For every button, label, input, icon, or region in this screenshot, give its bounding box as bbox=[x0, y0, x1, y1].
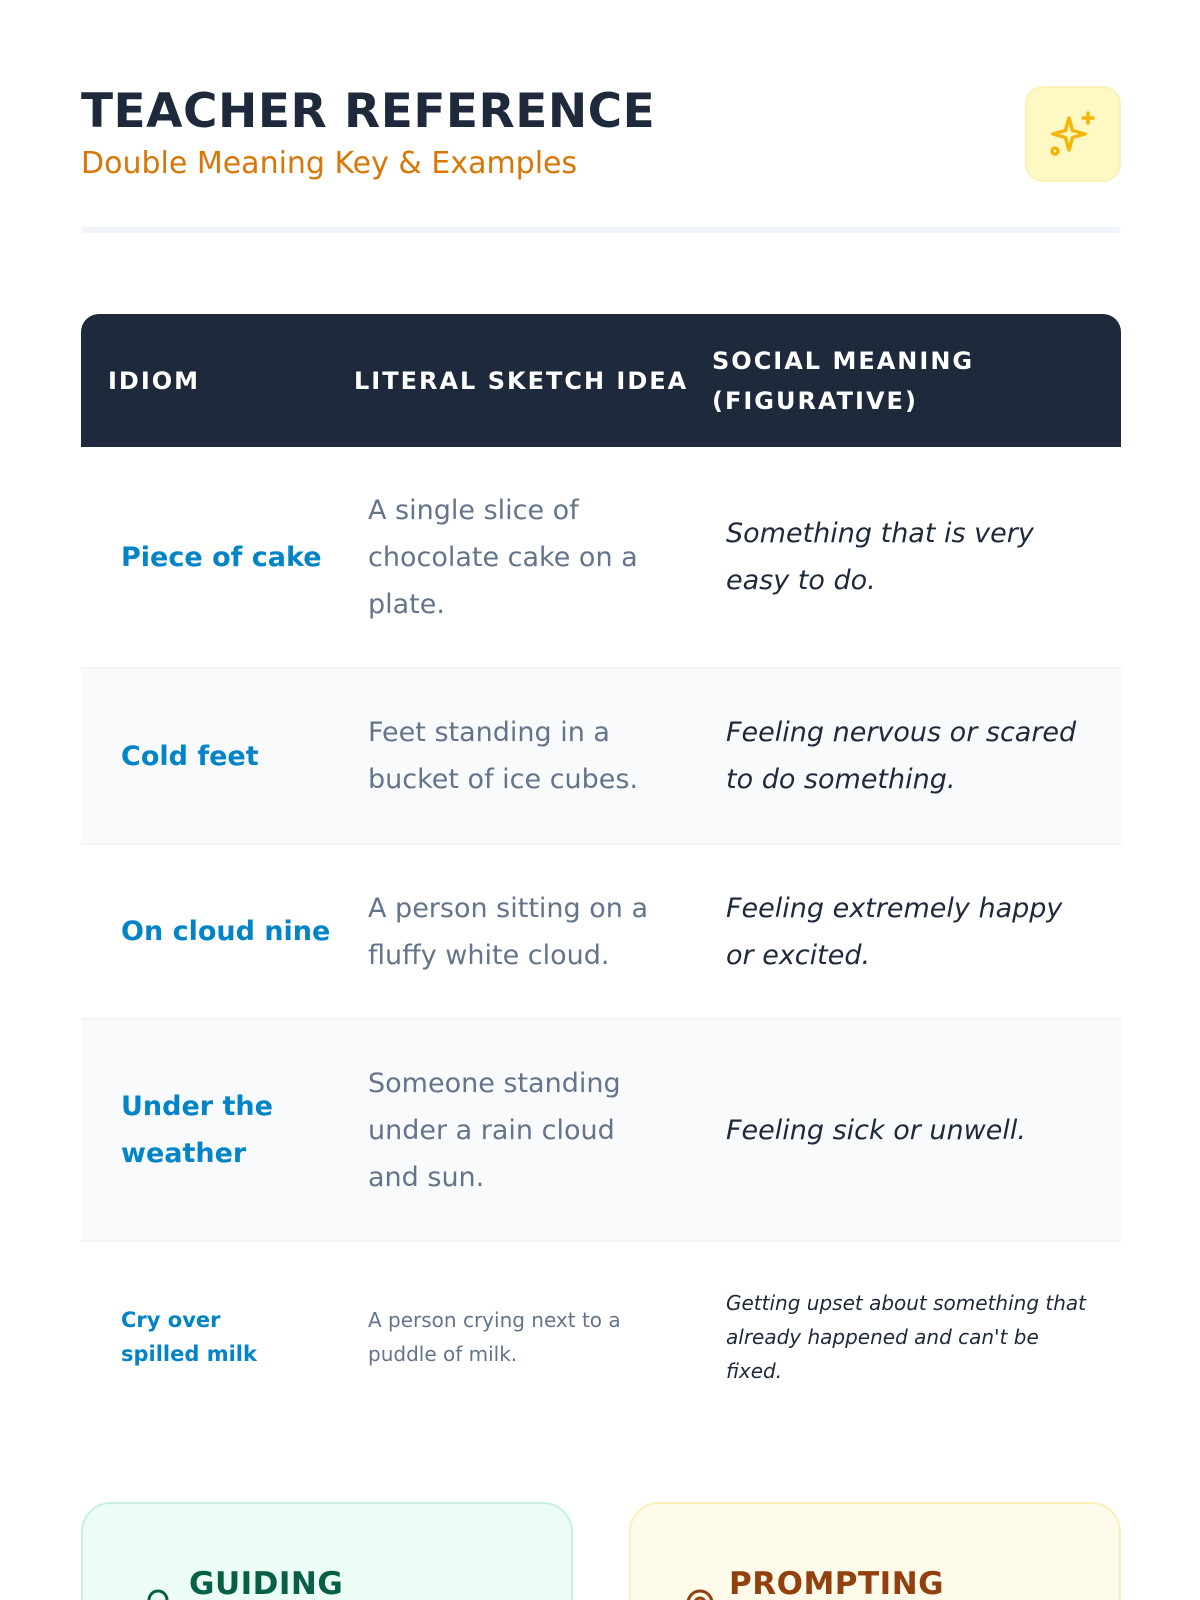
social-cell: Feeling nervous or scared to do something. bbox=[726, 717, 1077, 795]
social-cell: Feeling extremely happy or excited. bbox=[726, 892, 1063, 971]
column-header-idiom: IDIOM bbox=[108, 366, 201, 395]
column-header-literal: LITERAL SKETCH IDEA bbox=[354, 366, 689, 395]
literal-cell: A person crying next to a puddle of milk. bbox=[368, 1308, 621, 1366]
target-icon bbox=[685, 1588, 715, 1600]
literal-cell: A person sitting on a fluffy white cloud. bbox=[368, 892, 649, 971]
prompting-card-title: PROMPTING bbox=[729, 1566, 945, 1600]
social-cell: Getting upset about something that already happened and can't be fixed. bbox=[726, 1291, 1086, 1383]
page-title: TEACHER REFERENCE bbox=[81, 84, 656, 139]
header-divider bbox=[81, 227, 1121, 233]
sparkles-icon bbox=[1045, 106, 1101, 162]
idiom-cell: Cold feet bbox=[121, 740, 259, 772]
table-row bbox=[81, 845, 1121, 1020]
table-row bbox=[81, 1020, 1121, 1242]
table-row bbox=[81, 447, 1121, 669]
table-row bbox=[81, 1242, 1121, 1432]
idiom-cell: Under the weather bbox=[121, 1091, 273, 1169]
idiom-cell: On cloud nine bbox=[121, 916, 331, 947]
table-row bbox=[81, 669, 1121, 845]
column-header-social: SOCIAL MEANING (FIGURATIVE) bbox=[712, 346, 975, 415]
idiom-cell: Cry over spilled milk bbox=[121, 1308, 257, 1366]
sparkles-badge bbox=[1025, 86, 1121, 182]
literal-cell: Someone standing under a rain cloud and sun. bbox=[368, 1067, 621, 1193]
page-header bbox=[81, 84, 1121, 184]
literal-cell: A single slice of chocolate cake on a plate. bbox=[368, 494, 638, 620]
prompting-card bbox=[629, 1502, 1121, 1600]
social-cell: Feeling sick or unwell. bbox=[726, 1114, 1026, 1146]
idiom-table bbox=[81, 314, 1121, 1432]
guiding-card-title: GUIDING bbox=[189, 1566, 344, 1600]
guiding-card bbox=[81, 1502, 573, 1600]
idiom-cell: Piece of cake bbox=[121, 541, 322, 573]
literal-cell: Feet standing in a bucket of ice cubes. bbox=[368, 717, 639, 795]
page-subtitle: Double Meaning Key & Examples bbox=[81, 146, 578, 181]
social-cell: Something that is very easy to do. bbox=[726, 518, 1034, 596]
table-header bbox=[81, 314, 1121, 447]
lightbulb-icon bbox=[143, 1588, 173, 1600]
